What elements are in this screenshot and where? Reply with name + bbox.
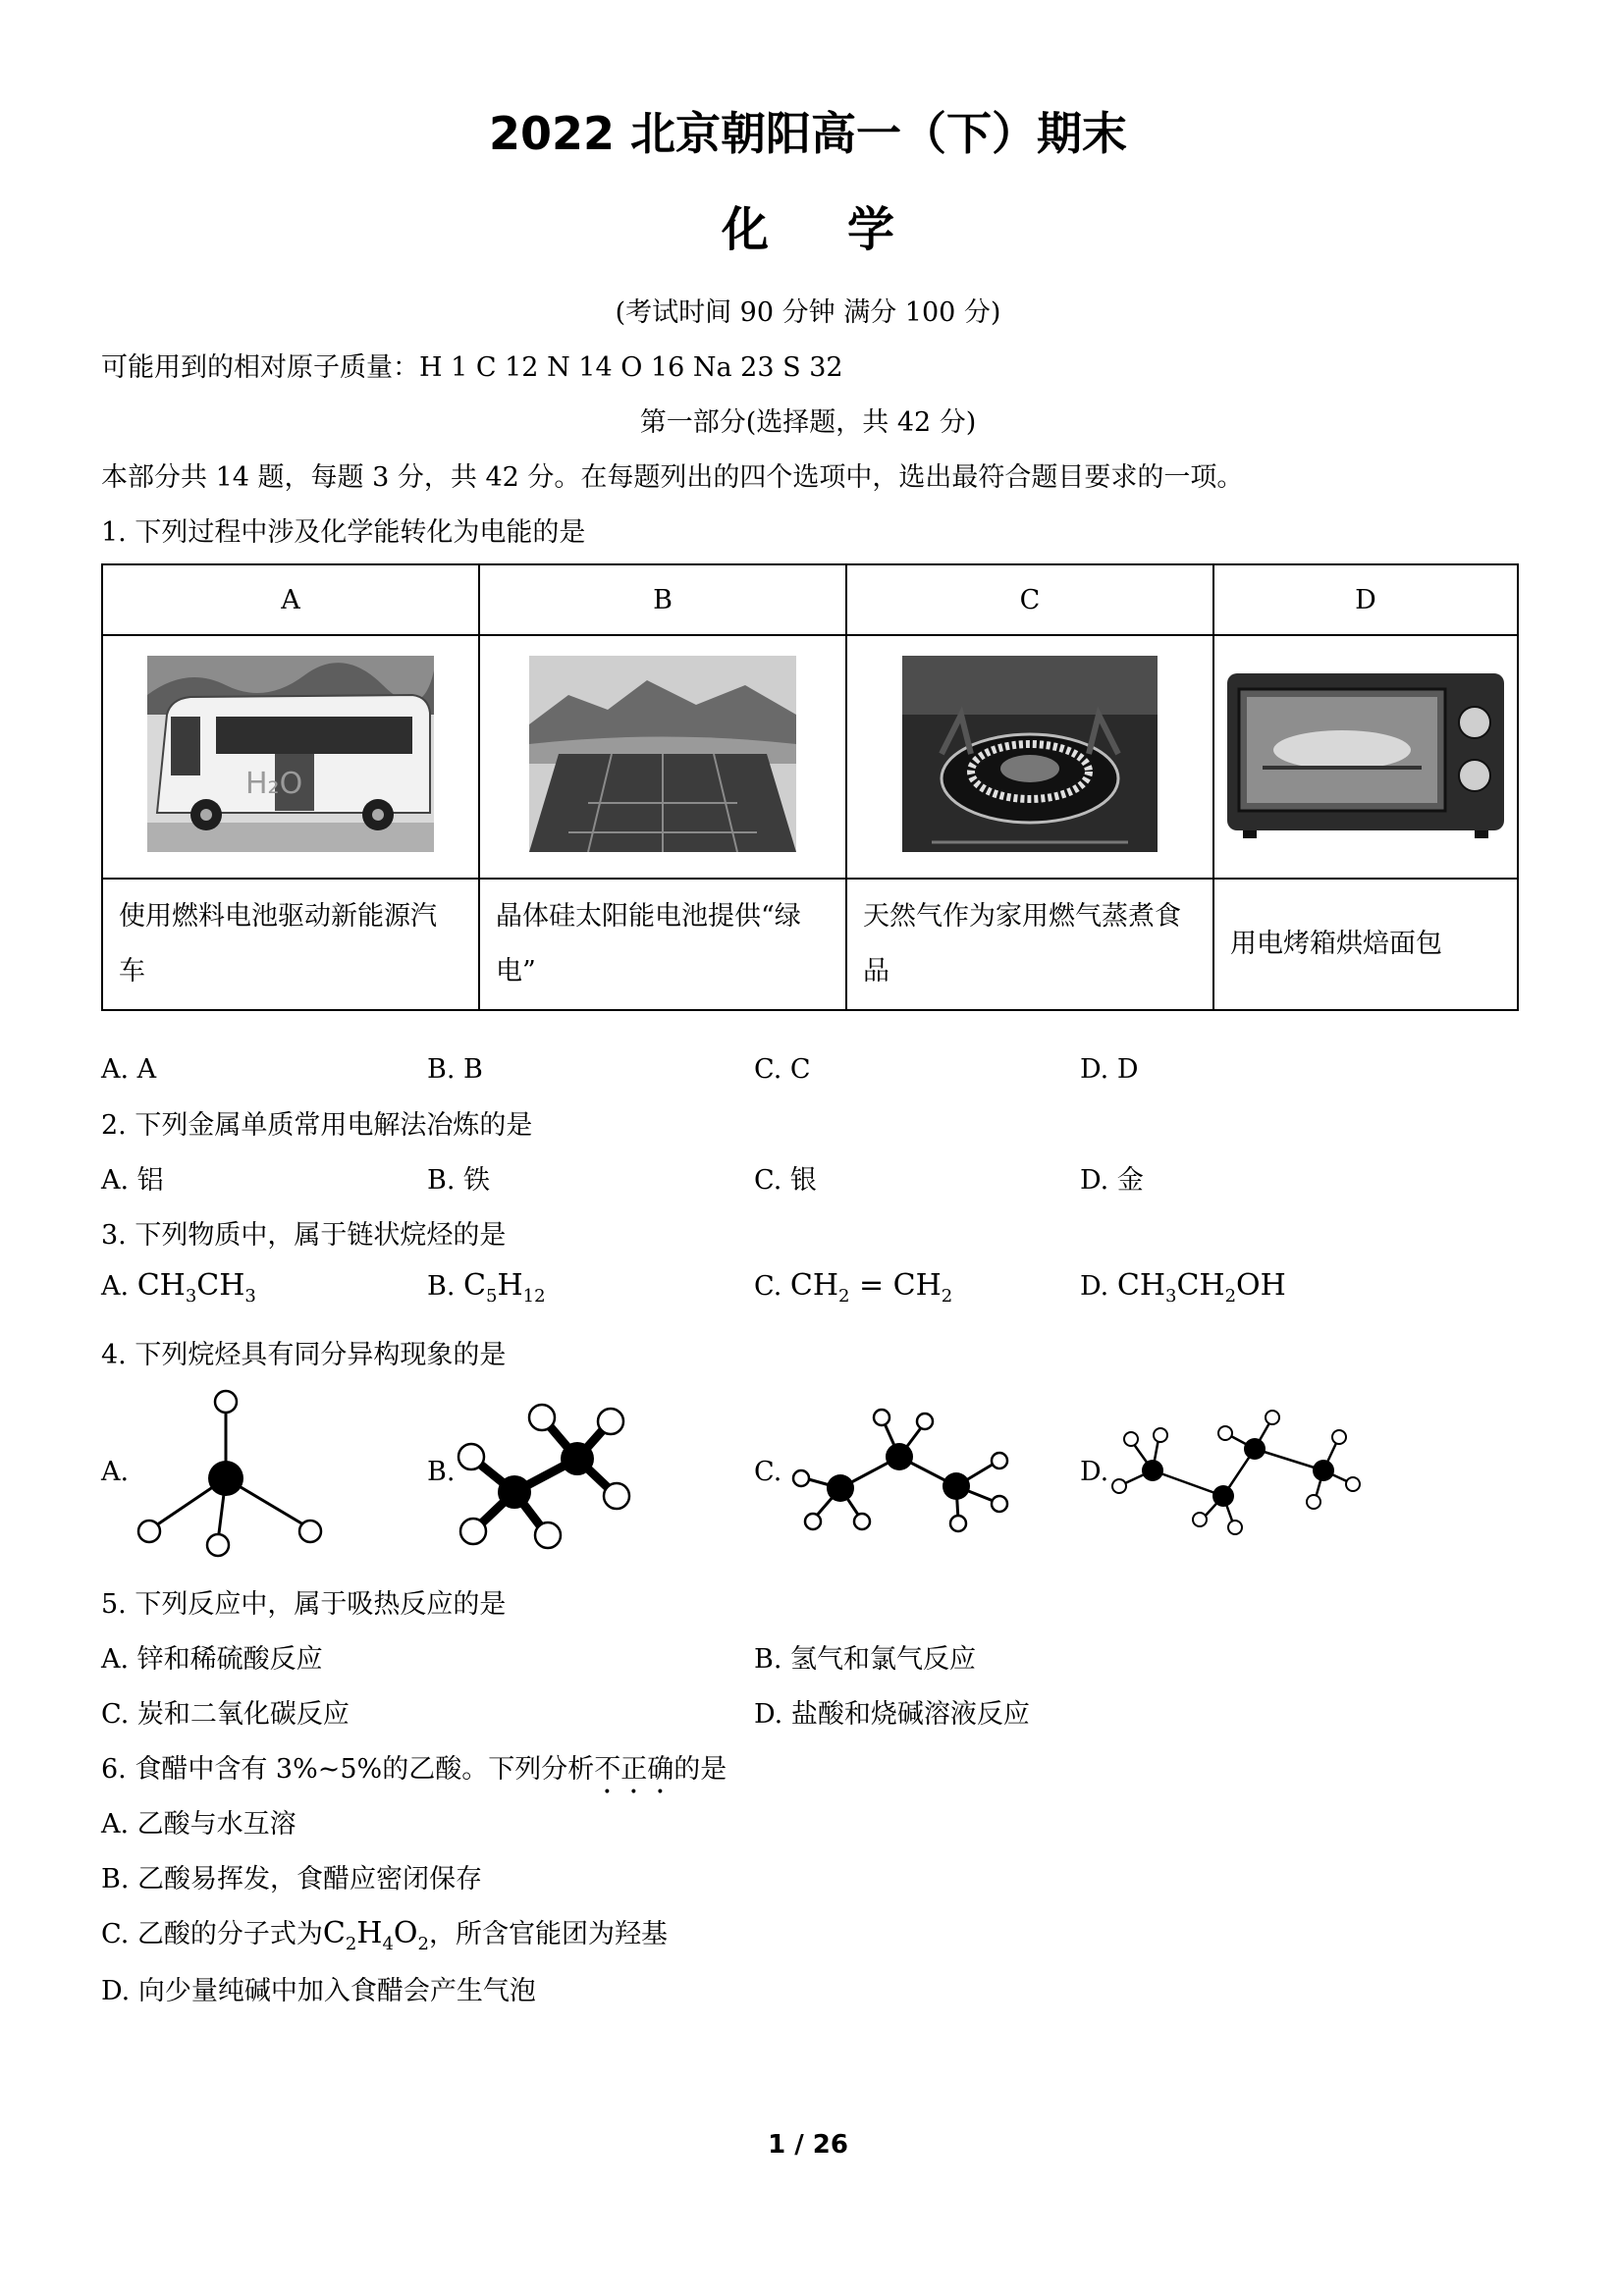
q3-stem: 3. 下列物质中，属于链状烷烃的是 [101, 1220, 507, 1251]
q5-option-d[interactable]: D. 盐酸和烧碱溶液反应 [754, 1699, 1030, 1730]
propane-ball-stick-model [785, 1394, 1021, 1541]
q1-stem: 1. 下列过程中涉及化学能转化为电能的是 [101, 517, 586, 548]
q3-option-c[interactable] [754, 1268, 952, 1307]
q6-stem-emphasis: 不正确 [594, 1754, 674, 1785]
q6-option-b[interactable]: B. 乙酸易挥发，食醋应密闭保存 [101, 1864, 483, 1895]
q3-formula-d: $CH_3CH_2OH$ [1116, 1268, 1286, 1307]
q3-option-a[interactable] [101, 1268, 256, 1307]
q3-label-d: D. [1080, 1271, 1109, 1302]
q4-label-d[interactable]: D. [1080, 1457, 1109, 1487]
q3-label-a: A. [101, 1271, 130, 1302]
butane-ball-stick-model [1109, 1394, 1374, 1541]
q2-option-c[interactable]: C. 银 [754, 1165, 817, 1196]
q1-desc-a: 使用燃料电池驱动新能源汽车 [102, 879, 479, 1010]
q2-option-b[interactable]: B. 铁 [427, 1165, 491, 1196]
q6-stem-suffix: 的是 [673, 1754, 727, 1785]
q1-option-a[interactable]: A. A [101, 1054, 157, 1085]
q3-formula-a: $CH_3CH_3$ [136, 1268, 256, 1307]
page-number: 1 / 26 [768, 2130, 848, 2160]
svg-text:H₂O: H₂O [245, 766, 303, 801]
methane-ball-stick-model [128, 1384, 334, 1561]
bus-photo [147, 656, 434, 852]
q1-image-cell-a [102, 635, 479, 879]
q5-option-c[interactable]: C. 炭和二氧化碳反应 [101, 1699, 350, 1730]
exam-title: 2022 北京朝阳高一（下）期末 [488, 107, 1128, 160]
q6-option-c[interactable] [101, 1912, 668, 1954]
q3-label-c: C. [754, 1271, 782, 1302]
q6-option-c-prefix: C. 乙酸的分子式为 [101, 1919, 323, 1949]
solar-panel-photo [529, 656, 796, 852]
q6-option-a[interactable]: A. 乙酸与水互溶 [101, 1809, 296, 1840]
electric-oven-photo [1223, 667, 1508, 840]
q6-stem-prefix: 6. 食醋中含有 3%~5%的乙酸。下列分析 [101, 1754, 595, 1785]
q2-stem: 2. 下列金属单质常用电解法冶炼的是 [101, 1110, 533, 1141]
q1-image-cell-c [846, 635, 1213, 879]
exam-info: (考试时间 90 分钟 满分 100 分) [615, 297, 1001, 328]
q2-option-d[interactable]: D. 金 [1080, 1165, 1144, 1196]
atomic-mass-line: 可能用到的相对原子质量：H 1 C 12 N 14 O 16 Na 23 S 32 [101, 352, 843, 383]
q3-formula-b: $C_5H_{12}$ [463, 1268, 546, 1307]
q1-col-c: C [846, 564, 1213, 635]
q5-option-a[interactable]: A. 锌和稀硫酸反应 [101, 1644, 323, 1675]
q5-option-b[interactable]: B. 氢气和氯气反应 [754, 1644, 977, 1675]
q3-formula-c: $CH_2 = CH_2$ [789, 1268, 953, 1307]
part-instructions: 本部分共 14 题，每题 3 分，共 42 分。在每题列出的四个选项中，选出最符合题目要求的一项。 [101, 462, 1244, 493]
q4-label-b[interactable]: B. [427, 1457, 456, 1487]
q4-stem: 4. 下列烷烃具有同分异构现象的是 [101, 1340, 507, 1370]
gas-stove-photo [902, 656, 1158, 852]
q1-desc-c: 天然气作为家用燃气蒸煮食品 [846, 879, 1213, 1010]
q1-option-d[interactable]: D. D [1080, 1054, 1139, 1085]
q1-image-cell-d [1213, 635, 1518, 879]
q1-col-d: D [1213, 564, 1518, 635]
q6-option-c-formula: $C_2H_4O_2$ [322, 1916, 429, 1954]
q6-option-d[interactable]: D. 向少量纯碱中加入食醋会产生气泡 [101, 1976, 536, 2006]
q5-stem: 5. 下列反应中，属于吸热反应的是 [101, 1589, 507, 1620]
q2-option-a[interactable]: A. 铝 [101, 1165, 164, 1196]
q4-label-c[interactable]: C. [754, 1457, 782, 1487]
q3-option-b[interactable] [427, 1268, 546, 1307]
q1-col-a: A [102, 564, 479, 635]
q1-image-cell-b [479, 635, 846, 879]
q6-stem [101, 1747, 727, 1800]
q3-label-b: B. [427, 1271, 456, 1302]
q1-col-b: B [479, 564, 846, 635]
q3-option-d[interactable] [1080, 1268, 1286, 1307]
q1-option-c[interactable]: C. C [754, 1054, 811, 1085]
q4-label-a[interactable]: A. [101, 1457, 130, 1487]
part-title: 第一部分(选择题，共 42 分) [639, 407, 977, 438]
q1-desc-b: 晶体硅太阳能电池提供“绿电” [479, 879, 846, 1010]
q6-option-c-suffix: ，所含官能团为羟基 [428, 1919, 668, 1949]
q1-option-b[interactable]: B. B [427, 1054, 483, 1085]
ethane-ball-stick-model [452, 1394, 638, 1561]
q1-desc-d: 用电烤箱烘焙面包 [1213, 879, 1518, 1010]
subject-title: 化学 [721, 202, 973, 257]
q1-table [101, 563, 1519, 1011]
